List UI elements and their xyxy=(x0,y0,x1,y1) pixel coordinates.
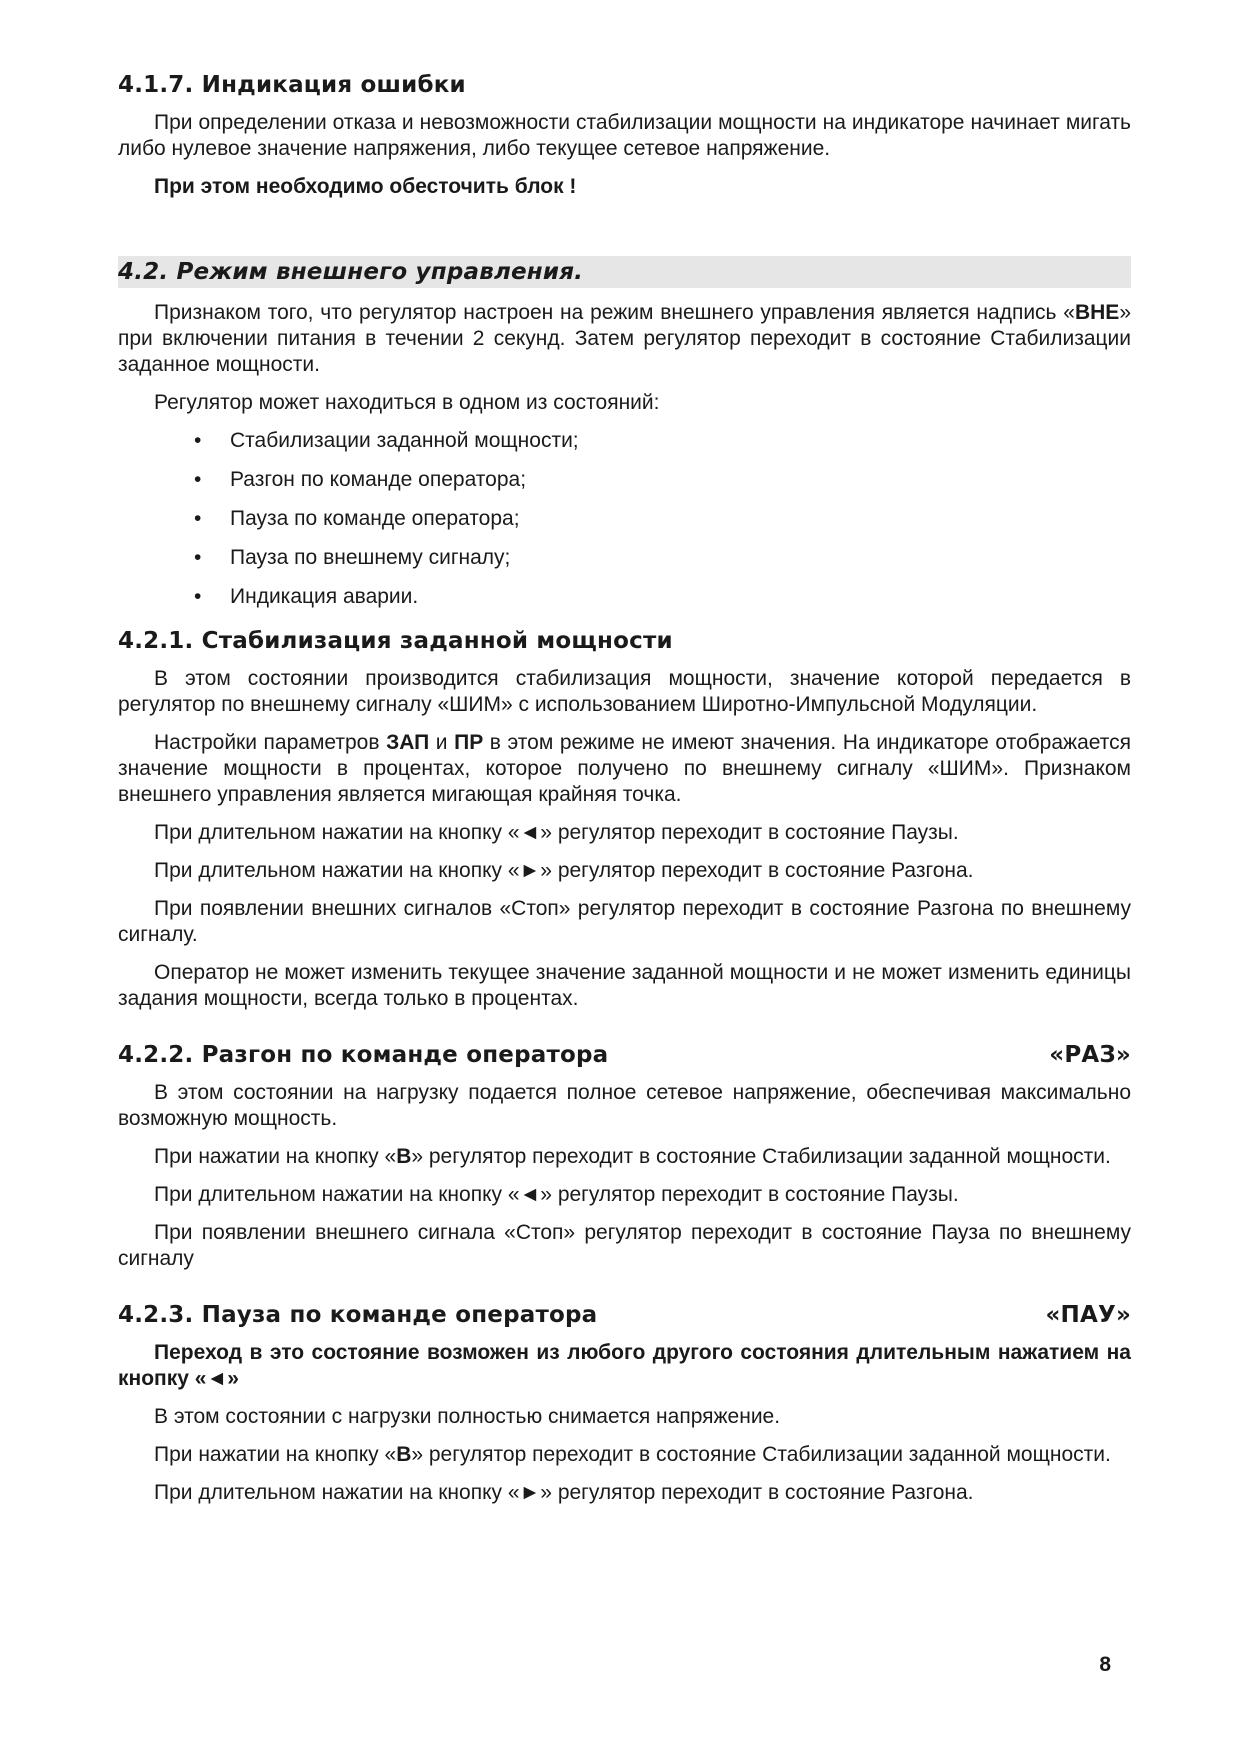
state-code: «РАЗ» xyxy=(1049,1042,1131,1068)
page-number: 8 xyxy=(1099,1653,1111,1676)
paragraph: Настройки параметров ЗАП и ПР в этом режиме не имеют значения. На индикаторе отображается значение мощности в процентах, которое получено по внешнему сигналу «ШИМ». Признаком внешнего управления является мигающая крайняя точка. xyxy=(118,731,1131,806)
paragraph: В этом состоянии на нагрузку подается полное сетевое напряжение, обеспечивая максимально возможную мощность. xyxy=(118,1081,1131,1130)
paragraph: При появлении внешних сигналов «Стоп» регулятор переходит в состояние Разгона по внешнему сигналу. xyxy=(118,897,1131,946)
paragraph: При длительном нажатии на кнопку «◄» регулятор переходит в состояние Паузы. xyxy=(154,1183,959,1206)
code-vne: ВНЕ xyxy=(1074,301,1120,324)
heading-4-1-7: 4.1.7. Индикация ошибки xyxy=(118,72,466,98)
paragraph: В этом состоянии с нагрузки полностью снимается напряжение. xyxy=(154,1405,781,1428)
state-code: «ПАУ» xyxy=(1045,1302,1131,1328)
paragraph: Переход в это состояние возможен из любого другого состояния длительным нажатием на кнопку «◄» xyxy=(118,1341,1131,1390)
paragraph: При определении отказа и невозможности стабилизации мощности на индикаторе начинает мигать либо нулевое значение напряжения, либо текущее сетевое напряжение. xyxy=(118,111,1131,160)
bullet-icon: • xyxy=(194,468,202,491)
bullet-icon: • xyxy=(194,585,202,608)
paragraph: При длительном нажатии на кнопку «◄» регулятор переходит в состояние Паузы. xyxy=(154,821,959,844)
heading-4-2-3: 4.2.3. Пауза по команде оператора «ПАУ» xyxy=(118,1302,1131,1328)
list-item: • Разгон по команде оператора; xyxy=(194,468,527,491)
heading-4-2-1: 4.2.1. Стабилизация заданной мощности xyxy=(118,628,673,654)
bullet-icon: • xyxy=(194,507,202,530)
warning-paragraph: При этом необходимо обесточить блок ! xyxy=(154,175,577,198)
heading-4-2: 4.2. Режим внешнего управления. xyxy=(118,256,1131,288)
paragraph: При нажатии на кнопку «В» регулятор переходит в состояние Стабилизации заданной мощности. xyxy=(154,1443,1111,1466)
paragraph: При длительном нажатии на кнопку «►» регулятор переходит в состояние Разгона. xyxy=(154,1481,974,1504)
states-list xyxy=(118,428,1131,610)
heading-4-2-2: 4.2.2. Разгон по команде оператора «РАЗ» xyxy=(118,1042,1131,1068)
list-item: • Пауза по команде оператора; xyxy=(194,507,520,530)
paragraph: При появлении внешнего сигнала «Стоп» регулятор переходит в состояние Пауза по внешнему сигналу xyxy=(118,1221,1131,1270)
list-item: • Индикация аварии. xyxy=(194,585,419,608)
list-item: • Стабилизации заданной мощности; xyxy=(194,429,579,452)
bullet-icon: • xyxy=(194,429,202,452)
list-item: • Пауза по внешнему сигналу; xyxy=(194,546,511,569)
paragraph: Оператор не может изменить текущее значение заданной мощности и не может изменить единицы задания мощности, всегда только в процентах. xyxy=(118,961,1131,1010)
paragraph: Признаком того, что регулятор настроен на режим внешнего управления является надпись «ВНЕ» при включении питания в течении 2 секунд. Затем регулятор переходит в состояние Стабилизации заданное мощности. xyxy=(118,301,1131,376)
bullet-icon: • xyxy=(194,546,202,569)
paragraph: При нажатии на кнопку «В» регулятор переходит в состояние Стабилизации заданной мощности. xyxy=(154,1145,1111,1168)
paragraph: При длительном нажатии на кнопку «►» регулятор переходит в состояние Разгона. xyxy=(154,859,974,882)
paragraph: В этом состоянии производится стабилизация мощности, значение которой передается в регулятор по внешнему сигналу «ШИМ» с использованием Широтно-Импульсной Модуляции. xyxy=(118,667,1131,716)
paragraph: Регулятор может находиться в одном из состояний: xyxy=(154,391,660,414)
